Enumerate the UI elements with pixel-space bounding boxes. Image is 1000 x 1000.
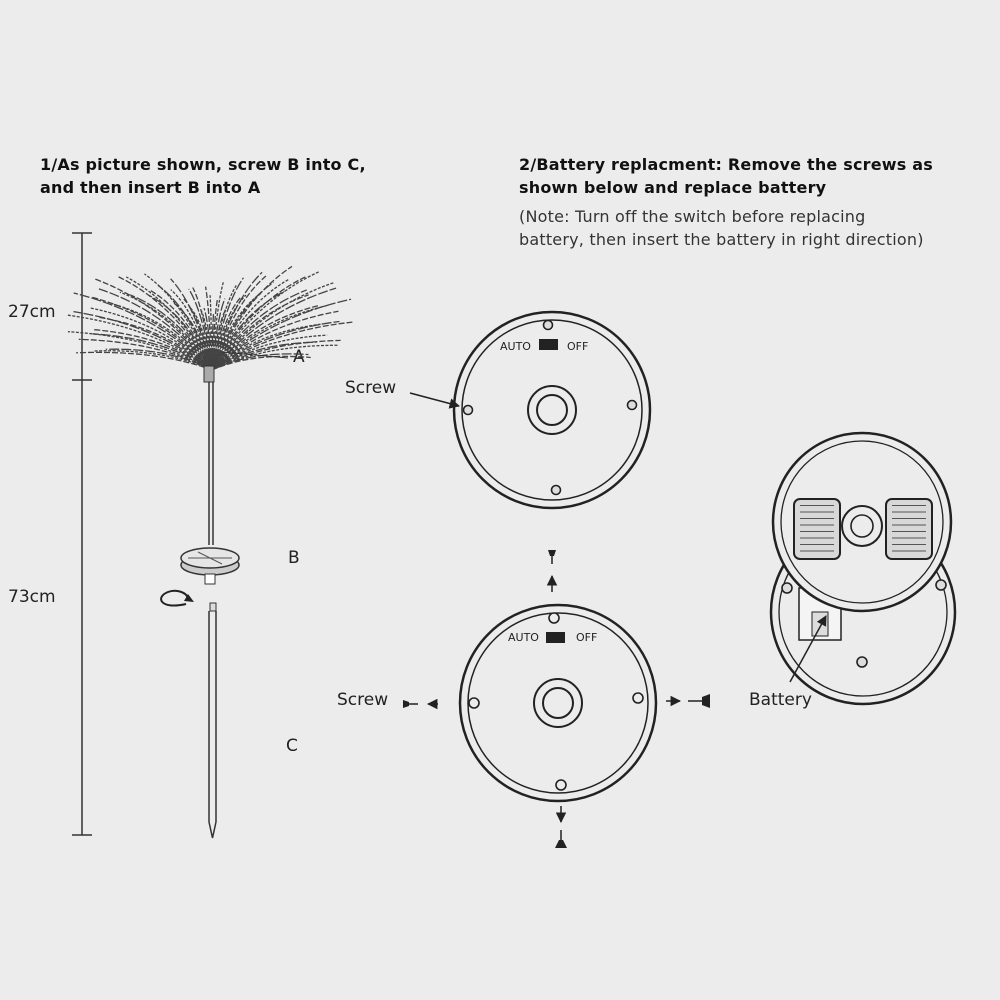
part-a-label: A	[293, 347, 305, 367]
screw-right-arrow	[666, 694, 710, 708]
part-b-label: B	[288, 548, 300, 568]
dimension-bottom-label: 73cm	[8, 587, 56, 607]
switch-icon	[539, 339, 558, 350]
dimension-line	[72, 233, 92, 835]
screw-up-arrow	[548, 550, 556, 592]
screw-callout-top: Screw	[345, 378, 397, 398]
switch-auto-label-top: AUTO	[500, 340, 531, 353]
ground-stake-c	[209, 603, 216, 838]
solar-panel-right	[886, 499, 932, 559]
dimension-top-label: 27cm	[8, 302, 56, 322]
fiber-optic-head	[68, 266, 353, 370]
solar-panel-left	[794, 499, 840, 559]
part-c-label: C	[286, 736, 298, 756]
note-line1: (Note: Turn off the switch before replacing	[519, 207, 866, 226]
battery-callout: Battery	[749, 690, 812, 710]
note-line2: battery, then insert the battery in right direction)	[519, 230, 924, 249]
fiber-base	[204, 352, 288, 545]
switch-auto-label-bottom: AUTO	[508, 631, 539, 644]
screw-left-arrow	[403, 700, 438, 708]
rotate-arrow-icon	[161, 591, 194, 606]
step2-line1: 2/Battery replacment: Remove the screws as	[519, 155, 933, 174]
switch-off-label-bottom: OFF	[576, 631, 598, 644]
battery-compartment-view	[771, 433, 955, 704]
screw-callout-bottom: Screw	[337, 690, 389, 710]
step1-line2: and then insert B into A	[40, 178, 261, 197]
step1-line1: 1/As picture shown, screw B into C,	[40, 155, 366, 174]
step2-line2: shown below and replace battery	[519, 178, 827, 197]
switch-off-label-top: OFF	[567, 340, 589, 353]
screw-down-arrow	[555, 806, 567, 848]
fiber-strand	[212, 288, 336, 370]
solar-disc-b	[181, 548, 239, 584]
base-bottom-view	[460, 605, 656, 801]
